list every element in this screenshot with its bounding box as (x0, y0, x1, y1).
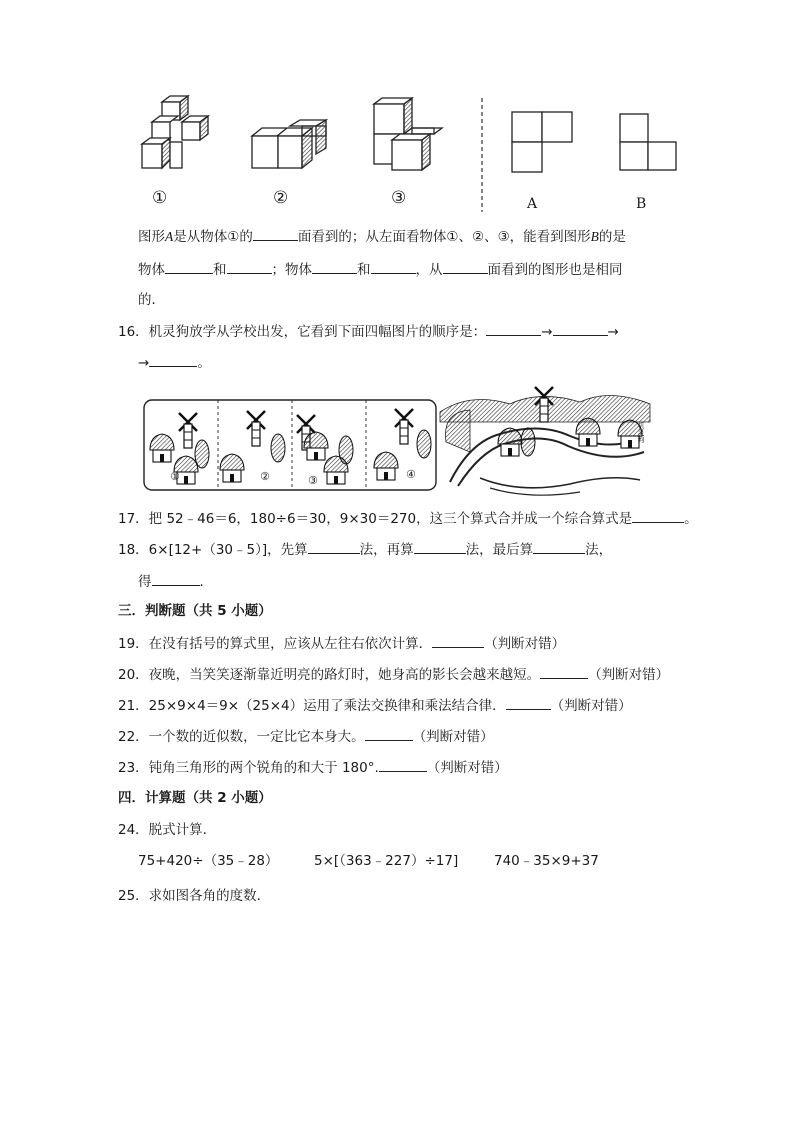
q24-expression-3: 740﹣35×9+37 (494, 853, 599, 869)
object-1-label: ① (152, 188, 168, 208)
q15-line-3: 的． (138, 292, 165, 308)
answer-blank[interactable] (312, 259, 357, 274)
figure-b-ref: B (590, 229, 599, 244)
q24-line: 24．脱式计算． (118, 822, 217, 838)
answer-blank[interactable] (371, 259, 416, 274)
answer-blank[interactable] (506, 695, 551, 710)
answer-blank[interactable] (432, 633, 484, 648)
q21-line: 21．25×9×4＝9×（25×4）运用了乘法交换律和乘法结合律． （判断对错） (118, 695, 632, 716)
section-3-heading: 三．判断题（共 5 小题） (118, 603, 272, 619)
map-scene (440, 387, 650, 495)
panel-4-label: ④ (406, 468, 416, 481)
answer-blank[interactable] (379, 757, 427, 772)
route-scene-drawing (140, 382, 658, 500)
q19-line: 19．在没有括号的算式里，应该从左往右依次计算． （判断对错） (118, 633, 565, 654)
q15-line-1: 图形A是从物体①的 面看到的；从左面看物体①、②、③，能看到图形B的是 (138, 226, 626, 247)
answer-blank[interactable] (152, 571, 200, 586)
answer-blank[interactable] (540, 664, 588, 679)
answer-blank[interactable] (443, 259, 488, 274)
answer-blank[interactable] (227, 259, 272, 274)
answer-blank[interactable] (149, 352, 197, 367)
q24-expression-2: 5×[（363﹣227）÷17] (314, 853, 459, 869)
view-b-label: B (636, 196, 647, 212)
q20-line: 20．夜晚，当笑笑逐渐靠近明亮的路灯时，她身高的影长会越来越短。 （判断对错） (118, 664, 669, 685)
answer-blank[interactable] (308, 539, 360, 554)
answer-blank[interactable] (553, 321, 608, 336)
object-2-label: ② (273, 188, 289, 208)
cube-views-figure (130, 92, 686, 220)
q22-line: 22．一个数的近似数，一定比它本身大。 （判断对错） (118, 726, 494, 747)
answer-blank[interactable] (414, 539, 466, 554)
answer-blank[interactable] (486, 321, 541, 336)
cube-views-drawing (130, 92, 686, 220)
q18-line-1: 18．6×[12+（30﹣5）]，先算 法，再算 法，最后算 法， (118, 539, 612, 560)
answer-blank[interactable] (533, 539, 585, 554)
q17-line: 17．把 52﹣46＝6，180÷6＝30，9×30＝270，这三个算式合并成一个综合算式是 。 (118, 508, 698, 529)
section-4-heading: 四．计算题（共 2 小题） (118, 790, 272, 806)
view-b (620, 114, 676, 170)
panel-1-label: ① (170, 470, 180, 483)
route-scene-figure (140, 382, 658, 500)
object-3-label: ③ (391, 188, 407, 208)
answer-blank[interactable] (165, 259, 213, 274)
object-2 (252, 120, 326, 168)
figure-a-ref: A (165, 229, 174, 244)
panel-2-label: ② (260, 470, 270, 483)
answer-blank[interactable] (253, 226, 298, 241)
answer-blank[interactable] (632, 508, 684, 523)
q18-line-2: 得 ． (138, 571, 213, 592)
view-a (512, 112, 572, 172)
object-3 (374, 98, 442, 170)
q23-line: 23．钝角三角形的两个锐角的和大于 180°. （判断对错） (118, 757, 508, 778)
q15-line-2: 物体 和 ；物体 和 ，从 面看到的图形也是相同 (138, 259, 623, 280)
answer-blank[interactable] (365, 726, 413, 741)
q16-line-1: 16．机灵狗放学从学校出发，它看到下面四幅图片的顺序是： → → (118, 321, 619, 342)
school-label: 机灵狗 (637, 422, 645, 443)
panel-3-label: ③ (308, 474, 318, 487)
q24-expression-1: 75+420÷（35﹣28） (138, 853, 279, 869)
q25-line: 25．求如图各角的度数． (118, 888, 271, 904)
view-a-label: A (527, 196, 538, 212)
q16-line-2: → 。 (138, 352, 211, 373)
object-1 (142, 96, 208, 168)
